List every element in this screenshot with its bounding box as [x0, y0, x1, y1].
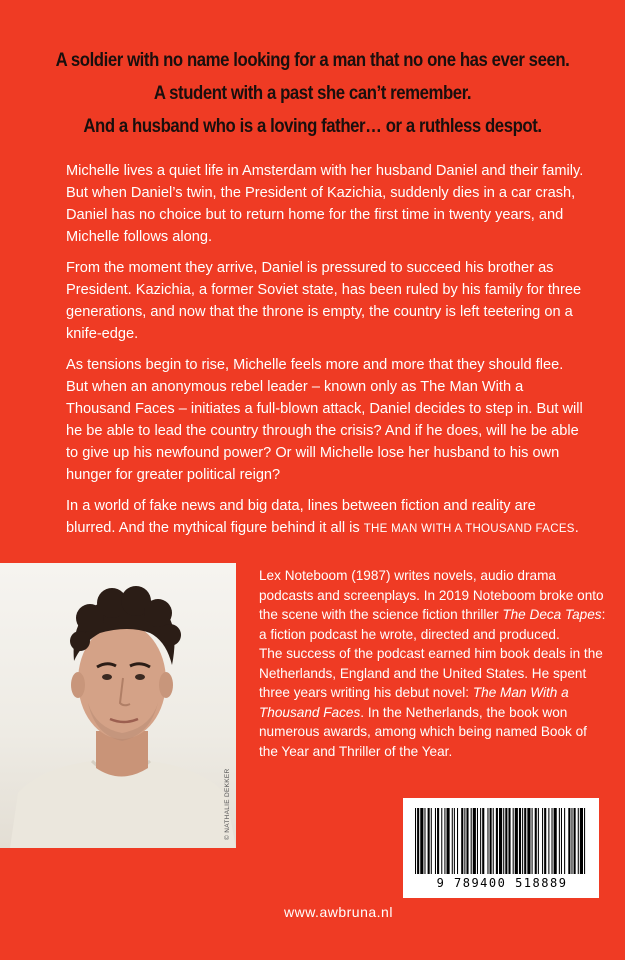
barcode-bar — [524, 808, 526, 874]
barcode-bar — [552, 808, 553, 874]
synopsis-paragraph-4-text: In a world of fake news and big data, lines between fiction and reality are blurred. And the mythical figure behind it all is — [66, 498, 536, 536]
barcode-bar — [508, 808, 510, 874]
author-bio-paragraph-2 — [259, 644, 609, 761]
barcode-bar — [568, 808, 570, 874]
barcode-bar — [548, 808, 549, 874]
author-bio-paragraph-1 — [259, 566, 609, 644]
barcode-bar — [471, 808, 472, 874]
barcode-bar — [454, 808, 455, 874]
barcode-bar — [437, 808, 439, 874]
tagline-1: A soldier with no name looking for a man that no one has ever seen. — [55, 49, 570, 71]
barcode-bar — [499, 808, 502, 874]
book-title-deca-tapes: The Deca Tapes — [502, 607, 602, 622]
taglines — [44, 44, 582, 143]
isbn-barcode — [403, 798, 599, 898]
barcode-bar — [584, 808, 585, 874]
barcode-bar — [480, 808, 481, 874]
barcode-bar — [522, 808, 523, 874]
barcode-bar — [461, 808, 463, 874]
barcode-bar — [487, 808, 488, 874]
barcode-bar — [428, 808, 430, 874]
barcode-bar — [431, 808, 432, 874]
barcode-bar — [493, 808, 494, 874]
barcode-bar — [505, 808, 507, 874]
bio-text-1: Lex Noteboom (1987) writes novels, audio drama podcasts and screenplays. In 2019 Noteboom broke onto the scene with the science fiction thriller — [259, 568, 604, 622]
book-title-man-with-thousand-faces: The Man With a Thousand Faces — [259, 685, 569, 720]
publisher-website[interactable]: www.awbruna.nl — [284, 904, 393, 920]
barcode-bar — [538, 808, 539, 874]
barcode-bar — [544, 808, 546, 874]
author-photo — [0, 563, 236, 848]
barcode-bar — [417, 808, 419, 874]
barcode-bar — [477, 808, 478, 874]
barcode-bar — [527, 808, 530, 874]
synopsis — [66, 160, 586, 549]
tagline-2: A student with a past she can’t remember. — [153, 82, 472, 104]
barcode-bar — [496, 808, 498, 874]
barcode-bar — [578, 808, 579, 874]
barcode-bars — [413, 808, 589, 874]
barcode-bar — [457, 808, 458, 874]
barcode-bar — [554, 808, 557, 874]
barcode-bar — [466, 808, 468, 874]
barcode-bar — [513, 808, 514, 874]
synopsis-paragraph-1: Michelle lives a quiet life in Amsterdam with her husband Daniel and their family. But when Daniel’s twin, the President of Kazichia, suddenly dies in a car crash, Daniel has no choice but to return home for the first time in twenty years, and Michelle follows along. — [66, 163, 584, 245]
synopsis-paragraph-4-end: . — [574, 520, 579, 536]
barcode-bar — [441, 808, 442, 874]
barcode-bar — [519, 808, 521, 874]
barcode-bar — [420, 808, 423, 874]
barcode-bar — [580, 808, 583, 874]
synopsis-paragraph-4 — [66, 495, 586, 540]
barcode-bar — [561, 808, 562, 874]
barcode-bar — [532, 808, 533, 874]
barcode-bar — [490, 808, 492, 874]
barcode-bar — [535, 808, 537, 874]
tagline-3: And a husband who is a loving father… or a ruthless despot. — [83, 115, 542, 137]
synopsis-paragraph-2: From the moment they arrive, Daniel is pressured to succeed his brother as President. Kazichia, a former Soviet state, has been ruled by his family for three generations, and now that the throne is empty, the country is left teetering on a knife-edge. — [66, 260, 582, 342]
synopsis-paragraph-3: As tensions begin to rise, Michelle feels more and more that they should flee. But when an anonymous rebel leader – known only as The Man With a Thousand Faces – initiates a full-blown attack, Daniel decides to step in. But will he be able to lead the country through the crisis? And if he does, will he be able to give up his newfound power? Or will Michelle lose her husband to his own hunger for greater political reign? — [66, 357, 583, 483]
barcode-bar — [503, 808, 504, 874]
barcode-bar — [424, 808, 425, 874]
barcode-bar — [452, 808, 453, 874]
barcode-bar — [559, 808, 560, 874]
isbn-number: 9 789400 518889 — [436, 876, 568, 890]
barcode-bar — [444, 808, 445, 874]
barcode-bar — [473, 808, 476, 874]
author-bio — [259, 566, 609, 761]
barcode-bar — [542, 808, 543, 874]
bio-text-4: . In the Netherlands, the book won numerous awards, among which being named Book of the Year and Thriller of the Year. — [259, 704, 587, 759]
barcode-bar — [482, 808, 484, 874]
bio-text-3: The success of the podcast earned him book deals in the Netherlands, England and the United States. He spent three years writing his debut novel: — [259, 646, 603, 700]
book-title-smallcaps: THE MAN WITH A THOUSAND FACES — [363, 523, 575, 535]
barcode-bar — [415, 808, 416, 874]
barcode-bar — [564, 808, 565, 874]
photo-credit: © NATHALIE DEKKER — [224, 768, 231, 840]
barcode-bar — [571, 808, 572, 874]
author-portrait-illustration — [0, 563, 236, 848]
barcode-bar — [574, 808, 576, 874]
bio-text-2: : a fiction podcast he wrote, directed and produced. — [259, 607, 606, 642]
barcode-bar — [435, 808, 436, 874]
barcode-bar — [515, 808, 518, 874]
barcode-bar — [464, 808, 465, 874]
barcode-bar — [447, 808, 450, 874]
